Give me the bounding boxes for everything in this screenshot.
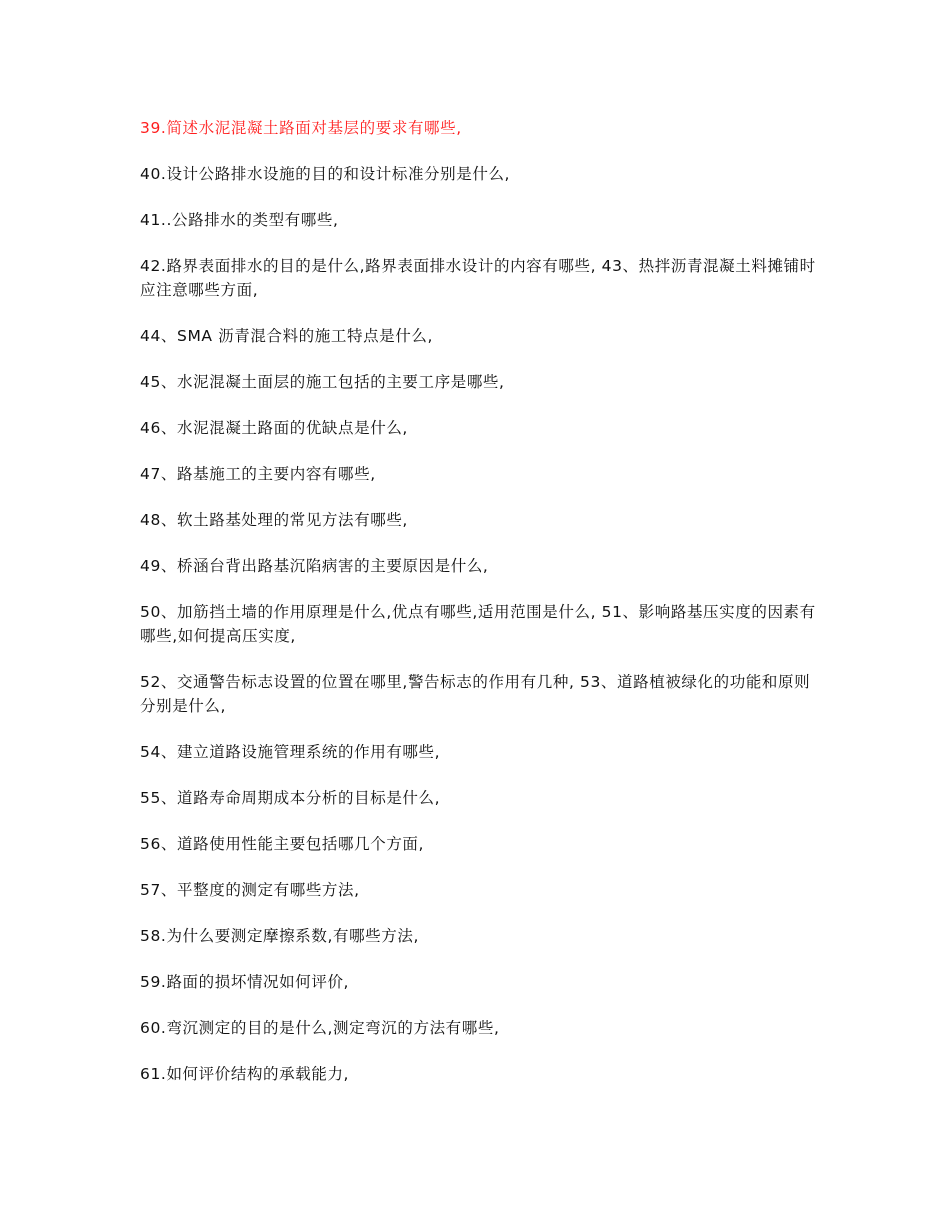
question-46: 46、水泥混凝土路面的优缺点是什么,	[140, 419, 408, 437]
question-54: 54、建立道路设施管理系统的作用有哪些,	[140, 743, 441, 761]
question-58: 58.为什么要测定摩擦系数,有哪些方法,	[140, 927, 420, 945]
question-42-43: 42.路界表面排水的目的是什么,路界表面排水设计的内容有哪些, 43、热拌沥青混凝土料摊铺时应注意哪些方面,	[140, 257, 816, 299]
question-list	[140, 116, 820, 1108]
question-52-53: 52、交通警告标志设置的位置在哪里,警告标志的作用有几种, 53、道路植被绿化的功能和原则分别是什么,	[140, 673, 811, 715]
question-41: 41..公路排水的类型有哪些,	[140, 211, 339, 229]
question-59: 59.路面的损坏情况如何评价,	[140, 973, 350, 991]
question-47: 47、路基施工的主要内容有哪些,	[140, 465, 376, 483]
question-50-51: 50、加筋挡土墙的作用原理是什么,优点有哪些,适用范围是什么, 51、影响路基压实度的因素有哪些,如何提高压实度,	[140, 603, 816, 645]
question-39: 39.简述水泥混凝土路面对基层的要求有哪些,	[140, 119, 462, 137]
question-45: 45、水泥混凝土面层的施工包括的主要工序是哪些,	[140, 373, 505, 391]
question-40: 40.设计公路排水设施的目的和设计标准分别是什么,	[140, 165, 511, 183]
question-48: 48、软土路基处理的常见方法有哪些,	[140, 511, 408, 529]
question-56: 56、道路使用性能主要包括哪几个方面,	[140, 835, 425, 853]
question-49: 49、桥涵台背出路基沉陷病害的主要原因是什么,	[140, 557, 489, 575]
question-44: 44、SMA 沥青混合料的施工特点是什么,	[140, 327, 433, 345]
question-61: 61.如何评价结构的承载能力,	[140, 1065, 350, 1083]
question-60: 60.弯沉测定的目的是什么,测定弯沉的方法有哪些,	[140, 1019, 500, 1037]
question-57: 57、平整度的测定有哪些方法,	[140, 881, 360, 899]
question-55: 55、道路寿命周期成本分析的目标是什么,	[140, 789, 441, 807]
